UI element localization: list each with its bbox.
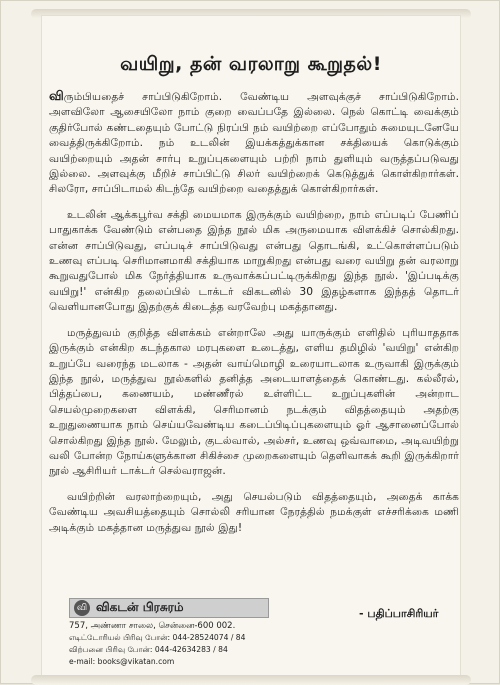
paragraph-text: உடலின் ஆக்கபூர்வ சக்தி மையமாக இருக்கும் வயிற்றை, நாம் எப்படிப் பேணிப் பாதுகாக்க வேண்டும் என்பதை இந்த நூல் மிக அருமையாக விளக்கிச் சொல்கிறது. என்ன சாப்பிடுவது, எப்படிச் சாப்பிடுவது என்பது தொடங்கி, உட்கொள்ளப்படும் உணவு எப்படி செரிமானமாகி சக்தியாக மாறுகிறது என்பது வரை வயிறு தன் வரலாறு கூறுவதுபோல் மிக நேர்த்தியாக உருவாக்கப்பட்டிருக்கிறது இந்த நூல். 'இப்படிக்கு வயிறு!' என்கிற தலைப்பில் டாக்டர் விகடனில் 30 இதழ்களாக இந்தத் தொடர் வெளியானபோது இதற்குக் கிடைத்த வரவேற்பு மகத்தானது. (49, 207, 459, 314)
publisher-email: e-mail: books@vikatan.com (69, 657, 175, 666)
page-title: வயிறு, தன் வரலாறு கூறுதல்! (120, 53, 382, 75)
publisher-logo-icon: வி (74, 600, 90, 616)
drop-cap: வி (49, 89, 64, 104)
paragraph-text: வயிற்றின் வரலாற்றையும், அது செயல்படும் விதத்தையும், அதைக் காக்க வேண்டிய அவசியத்தையும் சொல்லி சரியான நேரத்தில் நமக்குள் எச்சரிக்கை மணி அடிக்கும் மகத்தான மருத்துவ நூல் இது! (49, 489, 459, 534)
sales-phone: விற்பனை பிரிவு போன்: 044-42634283 / 84 (69, 645, 228, 654)
paragraph-1 (49, 89, 459, 197)
paragraph-2 (49, 207, 459, 315)
publisher-address: 757, அண்ணா சாலை, சென்னை-600 002. (69, 621, 236, 631)
paragraph-text: ரும்பியதைச் சாப்பிடுகிறோம். வேண்டிய அளவுக்குச் சாப்பிடுகிறோம். அளவிலோ ஆசையிலோ நாம் குறை வைப்பதே இல்லை. நெல் கொட்டி வைக்கும் குதிர்போல் கண்டதையும் போட்டு நிரப்பி நம் வயிற்றை எப்போதும் சுமையுடனேயே வைத்திருக்கிறோம். நம் உடலின் இயக்கத்துக்கான சக்தியைக் கொடுக்கும் வயிற்றையும் அதன் சார்பு உறுப்புகளையும் பற்றி நாம் துளியும் வருத்தப்படுவது இல்லை. அளவுக்கு மீறிச் சாப்பிட்டு சிலர் வயிற்றைக் கெடுத்துக் கொள்கிறார்கள். சிலரோ, சாப்பிடாமல் கிடந்தே வயிற்றை வதைத்துக் கொள்கிறார்கள். (49, 90, 459, 196)
paragraph-4 (49, 489, 459, 535)
publisher-name-row (69, 598, 269, 618)
editorial-phone: எடிட்டோரியல் பிரிவு போன்: 044-28524074 / 84 (69, 633, 246, 642)
publisher-block (69, 598, 269, 678)
paragraph-text: மருத்துவம் குறித்த விளக்கம் என்றாலே அது யாருக்கும் எளிதில் புரியாததாக இருக்கும் என்கிற கடந்தகால மரபுகளை உடைத்து, எளிய தமிழில் 'வயிறு' என்கிற உறுப்பே வரைந்த மடலாக - அதன் வாய்மொழி உரையாடலாக உருவாகி இருக்கும் இந்த நூல், மருத்துவ நூல்களில் தனித்த அடையாளத்தைக் கொண்டது. கல்லீரல், பித்தப்பை, கணையம், மண்ணீரல் உள்ளிட்ட உறுப்புகளின் அன்றாட செயல்முறைகளை விளக்கி, செரிமானம் நடக்கும் விதத்தையும் அதற்கு உறுதுணையாக நாம் செய்யவேண்டிய கடைப்பிடிப்புகளையும் ஓர் ஆசானைப்போல் சொல்கிறது இந்த நூல். மேலும், குடல்வால், அல்சர், உணவு ஒவ்வாமை, அடிவயிற்று வலி போன்ற நோய்களுக்கான சிகிச்சை முறைகளையும் தெளிவாகக் கூறி இருக்கிறார் நூல் ஆசிரியர் டாக்டர் செல்வராஜன். (49, 325, 459, 478)
editor-signoff: - பதிப்பாசிரியர் (359, 607, 439, 620)
publisher-name: விகடன் பிரசுரம் (96, 600, 184, 614)
paragraph-3 (49, 325, 459, 479)
body-text (49, 89, 459, 545)
